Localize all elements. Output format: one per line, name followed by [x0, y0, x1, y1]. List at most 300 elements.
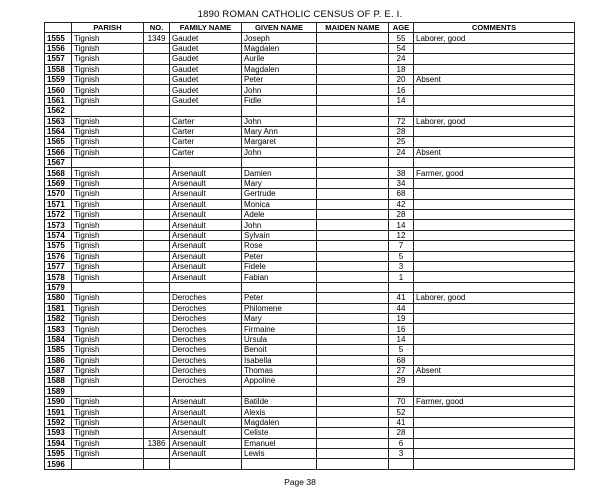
cell-row-number: 1570 [45, 189, 72, 199]
cell-comments: Absent [414, 147, 575, 157]
cell-no [144, 210, 170, 220]
cell-row-number: 1558 [45, 64, 72, 74]
cell-age: 25 [389, 137, 414, 147]
cell-row-number: 1560 [45, 85, 72, 95]
cell-given-name: Margaret [242, 137, 317, 147]
cell-age: 14 [389, 95, 414, 105]
header-no: NO. [144, 23, 170, 33]
cell-age: 1 [389, 272, 414, 282]
cell-age: 7 [389, 241, 414, 251]
cell-row-number: 1574 [45, 230, 72, 240]
table-header-row [45, 23, 575, 33]
table-row [45, 74, 575, 84]
cell-family-name: Gaudet [170, 95, 242, 105]
cell-given-name: Mary [242, 313, 317, 323]
table-row [45, 428, 575, 438]
cell-given-name: Appoline [242, 376, 317, 386]
cell-age: 28 [389, 126, 414, 136]
cell-age: 20 [389, 74, 414, 84]
cell-parish: Tignish [72, 33, 144, 43]
cell-parish: Tignish [72, 334, 144, 344]
cell-given-name: Mary [242, 178, 317, 188]
cell-maiden-name [317, 106, 389, 116]
cell-parish: Tignish [72, 261, 144, 271]
cell-maiden-name [317, 397, 389, 407]
cell-age: 24 [389, 147, 414, 157]
cell-parish: Tignish [72, 272, 144, 282]
cell-row-number: 1578 [45, 272, 72, 282]
cell-family-name: Arsenault [170, 428, 242, 438]
cell-maiden-name [317, 345, 389, 355]
cell-maiden-name [317, 313, 389, 323]
cell-family-name: Arsenault [170, 251, 242, 261]
table-row [45, 54, 575, 64]
cell-family-name [170, 282, 242, 292]
cell-row-number: 1576 [45, 251, 72, 261]
cell-maiden-name [317, 74, 389, 84]
cell-no [144, 313, 170, 323]
cell-no: 1386 [144, 438, 170, 448]
cell-comments [414, 251, 575, 261]
cell-no [144, 64, 170, 74]
cell-given-name: Celiste [242, 428, 317, 438]
cell-age: 52 [389, 407, 414, 417]
cell-given-name: Rose [242, 241, 317, 251]
cell-parish: Tignish [72, 365, 144, 375]
cell-comments [414, 261, 575, 271]
cell-age: 44 [389, 303, 414, 313]
cell-comments [414, 220, 575, 230]
cell-maiden-name [317, 449, 389, 459]
cell-given-name: Peter [242, 251, 317, 261]
cell-parish: Tignish [72, 345, 144, 355]
cell-maiden-name [317, 303, 389, 313]
cell-family-name: Arsenault [170, 241, 242, 251]
cell-given-name: Batilde [242, 397, 317, 407]
cell-maiden-name [317, 355, 389, 365]
cell-no [144, 355, 170, 365]
cell-parish: Tignish [72, 324, 144, 334]
cell-given-name: Damien [242, 168, 317, 178]
cell-family-name: Arsenault [170, 438, 242, 448]
cell-maiden-name [317, 324, 389, 334]
cell-family-name: Arsenault [170, 417, 242, 427]
cell-family-name: Arsenault [170, 230, 242, 240]
cell-given-name: Fidle [242, 95, 317, 105]
cell-row-number: 1556 [45, 43, 72, 53]
cell-comments [414, 313, 575, 323]
cell-maiden-name [317, 407, 389, 417]
cell-parish: Tignish [72, 230, 144, 240]
cell-no [144, 43, 170, 53]
cell-comments [414, 178, 575, 188]
cell-no [144, 126, 170, 136]
document-title: 1890 ROMAN CATHOLIC CENSUS OF P. E. I. [197, 9, 403, 20]
cell-given-name: Benoit [242, 345, 317, 355]
cell-given-name: Adele [242, 210, 317, 220]
cell-given-name: Mary Ann [242, 126, 317, 136]
cell-row-number: 1563 [45, 116, 72, 126]
cell-no [144, 230, 170, 240]
cell-maiden-name [317, 293, 389, 303]
cell-no [144, 168, 170, 178]
table-row [45, 178, 575, 188]
cell-family-name: Deroches [170, 376, 242, 386]
cell-parish [72, 282, 144, 292]
cell-comments [414, 158, 575, 168]
cell-no [144, 106, 170, 116]
cell-comments [414, 438, 575, 448]
table-row [45, 85, 575, 95]
table-row [45, 199, 575, 209]
table-row [45, 261, 575, 271]
cell-comments [414, 126, 575, 136]
cell-maiden-name [317, 210, 389, 220]
cell-row-number: 1567 [45, 158, 72, 168]
cell-age [389, 158, 414, 168]
cell-parish: Tignish [72, 147, 144, 157]
cell-no [144, 95, 170, 105]
cell-no [144, 365, 170, 375]
table-row [45, 282, 575, 292]
cell-row-number: 1580 [45, 293, 72, 303]
cell-given-name: Lewis [242, 449, 317, 459]
cell-comments: Farmer, good [414, 168, 575, 178]
cell-family-name: Arsenault [170, 178, 242, 188]
cell-age: 72 [389, 116, 414, 126]
cell-parish: Tignish [72, 251, 144, 261]
cell-row-number: 1572 [45, 210, 72, 220]
cell-row-number: 1579 [45, 282, 72, 292]
cell-comments [414, 54, 575, 64]
cell-row-number: 1557 [45, 54, 72, 64]
cell-comments [414, 407, 575, 417]
cell-no [144, 324, 170, 334]
cell-parish: Tignish [72, 241, 144, 251]
cell-comments [414, 334, 575, 344]
cell-row-number: 1555 [45, 33, 72, 43]
cell-age: 42 [389, 199, 414, 209]
cell-given-name: Aurile [242, 54, 317, 64]
cell-no [144, 334, 170, 344]
table-row [45, 137, 575, 147]
cell-no [144, 220, 170, 230]
cell-age: 18 [389, 64, 414, 74]
cell-maiden-name [317, 376, 389, 386]
cell-parish: Tignish [72, 449, 144, 459]
cell-given-name: Thomas [242, 365, 317, 375]
cell-parish: Tignish [72, 438, 144, 448]
table-row [45, 126, 575, 136]
header-comments: COMMENTS [414, 23, 575, 33]
cell-row-number: 1587 [45, 365, 72, 375]
cell-no [144, 386, 170, 396]
cell-parish: Tignish [72, 64, 144, 74]
cell-no [144, 189, 170, 199]
cell-parish: Tignish [72, 210, 144, 220]
cell-family-name [170, 386, 242, 396]
cell-given-name: Magdalen [242, 64, 317, 74]
cell-no [144, 407, 170, 417]
cell-comments [414, 95, 575, 105]
cell-no [144, 158, 170, 168]
cell-given-name: Isabella [242, 355, 317, 365]
cell-maiden-name [317, 137, 389, 147]
cell-maiden-name [317, 251, 389, 261]
table-row [45, 449, 575, 459]
cell-row-number: 1571 [45, 199, 72, 209]
cell-parish: Tignish [72, 85, 144, 95]
cell-parish: Tignish [72, 376, 144, 386]
cell-age: 16 [389, 324, 414, 334]
cell-no [144, 397, 170, 407]
cell-family-name: Arsenault [170, 220, 242, 230]
cell-comments: Absent [414, 365, 575, 375]
cell-no [144, 282, 170, 292]
cell-family-name: Arsenault [170, 189, 242, 199]
cell-family-name: Gaudet [170, 54, 242, 64]
table-row [45, 365, 575, 375]
cell-row-number: 1595 [45, 449, 72, 459]
cell-given-name: Ursula [242, 334, 317, 344]
cell-age: 41 [389, 417, 414, 427]
cell-maiden-name [317, 199, 389, 209]
cell-row-number: 1573 [45, 220, 72, 230]
cell-family-name [170, 459, 242, 469]
cell-row-number: 1586 [45, 355, 72, 365]
cell-age: 5 [389, 345, 414, 355]
cell-given-name: Emanuel [242, 438, 317, 448]
table-row [45, 220, 575, 230]
header-parish: PARISH [72, 23, 144, 33]
cell-parish: Tignish [72, 303, 144, 313]
cell-given-name: Gertrude [242, 189, 317, 199]
cell-age: 6 [389, 438, 414, 448]
cell-given-name: John [242, 147, 317, 157]
cell-parish: Tignish [72, 313, 144, 323]
cell-comments [414, 449, 575, 459]
cell-row-number: 1591 [45, 407, 72, 417]
cell-no [144, 428, 170, 438]
cell-no [144, 241, 170, 251]
cell-maiden-name [317, 282, 389, 292]
table-row [45, 168, 575, 178]
cell-row-number: 1577 [45, 261, 72, 271]
table-row [45, 106, 575, 116]
cell-row-number: 1569 [45, 178, 72, 188]
cell-no [144, 74, 170, 84]
cell-parish: Tignish [72, 43, 144, 53]
cell-maiden-name [317, 158, 389, 168]
cell-comments [414, 272, 575, 282]
cell-row-number: 1559 [45, 74, 72, 84]
cell-age: 54 [389, 43, 414, 53]
cell-maiden-name [317, 85, 389, 95]
cell-age: 68 [389, 355, 414, 365]
cell-parish: Tignish [72, 428, 144, 438]
cell-comments [414, 210, 575, 220]
table-row [45, 210, 575, 220]
cell-maiden-name [317, 417, 389, 427]
cell-no [144, 449, 170, 459]
cell-comments [414, 459, 575, 469]
cell-no [144, 459, 170, 469]
cell-maiden-name [317, 54, 389, 64]
cell-given-name: Peter [242, 74, 317, 84]
cell-family-name: Carter [170, 126, 242, 136]
cell-age: 14 [389, 220, 414, 230]
cell-family-name: Deroches [170, 345, 242, 355]
cell-no [144, 199, 170, 209]
cell-maiden-name [317, 241, 389, 251]
cell-family-name: Deroches [170, 303, 242, 313]
cell-row-number: 1568 [45, 168, 72, 178]
cell-row-number: 1562 [45, 106, 72, 116]
table-row [45, 438, 575, 448]
table-row [45, 345, 575, 355]
cell-age: 14 [389, 334, 414, 344]
table-row [45, 116, 575, 126]
cell-parish [72, 158, 144, 168]
cell-row-number: 1588 [45, 376, 72, 386]
cell-row-number: 1585 [45, 345, 72, 355]
cell-row-number: 1589 [45, 386, 72, 396]
cell-family-name: Arsenault [170, 210, 242, 220]
cell-family-name: Gaudet [170, 74, 242, 84]
cell-family-name: Carter [170, 116, 242, 126]
table-row [45, 459, 575, 469]
cell-parish: Tignish [72, 54, 144, 64]
cell-no [144, 178, 170, 188]
table-row [45, 64, 575, 74]
cell-age: 55 [389, 33, 414, 43]
cell-comments [414, 85, 575, 95]
cell-comments: Laborer, good [414, 116, 575, 126]
cell-comments [414, 137, 575, 147]
cell-comments [414, 230, 575, 240]
cell-family-name: Deroches [170, 324, 242, 334]
cell-age: 19 [389, 313, 414, 323]
cell-given-name: Joseph [242, 33, 317, 43]
cell-family-name [170, 158, 242, 168]
cell-maiden-name [317, 386, 389, 396]
cell-parish: Tignish [72, 74, 144, 84]
cell-given-name [242, 386, 317, 396]
cell-given-name: John [242, 116, 317, 126]
table-row [45, 386, 575, 396]
cell-maiden-name [317, 33, 389, 43]
cell-age: 3 [389, 449, 414, 459]
table-row [45, 324, 575, 334]
cell-comments [414, 376, 575, 386]
table-row [45, 293, 575, 303]
cell-family-name: Gaudet [170, 33, 242, 43]
cell-given-name: Philomene [242, 303, 317, 313]
cell-comments: Absent [414, 74, 575, 84]
cell-no [144, 261, 170, 271]
cell-comments [414, 324, 575, 334]
cell-parish: Tignish [72, 178, 144, 188]
cell-comments: Farmer, good [414, 397, 575, 407]
header-given-name: GIVEN NAME [242, 23, 317, 33]
cell-row-number: 1590 [45, 397, 72, 407]
cell-comments [414, 345, 575, 355]
cell-given-name: Fabian [242, 272, 317, 282]
cell-parish [72, 106, 144, 116]
cell-family-name [170, 106, 242, 116]
cell-comments [414, 386, 575, 396]
cell-age: 12 [389, 230, 414, 240]
cell-comments [414, 241, 575, 251]
table-row [45, 272, 575, 282]
cell-family-name: Arsenault [170, 168, 242, 178]
cell-row-number: 1593 [45, 428, 72, 438]
cell-maiden-name [317, 126, 389, 136]
table-row [45, 147, 575, 157]
cell-comments [414, 355, 575, 365]
cell-maiden-name [317, 459, 389, 469]
cell-age: 68 [389, 189, 414, 199]
cell-maiden-name [317, 272, 389, 282]
cell-no [144, 345, 170, 355]
cell-given-name [242, 106, 317, 116]
cell-comments [414, 106, 575, 116]
cell-comments [414, 199, 575, 209]
cell-family-name: Arsenault [170, 407, 242, 417]
cell-maiden-name [317, 261, 389, 271]
cell-comments [414, 428, 575, 438]
cell-parish: Tignish [72, 293, 144, 303]
cell-no [144, 303, 170, 313]
table-row [45, 355, 575, 365]
cell-no [144, 293, 170, 303]
cell-family-name: Deroches [170, 355, 242, 365]
cell-row-number: 1575 [45, 241, 72, 251]
cell-no [144, 116, 170, 126]
cell-comments [414, 43, 575, 53]
cell-family-name: Arsenault [170, 272, 242, 282]
header-maiden-name: MAIDEN NAME [317, 23, 389, 33]
table-row [45, 241, 575, 251]
cell-row-number: 1583 [45, 324, 72, 334]
cell-comments [414, 282, 575, 292]
header-age: AGE [389, 23, 414, 33]
cell-row-number: 1596 [45, 459, 72, 469]
cell-given-name: Peter [242, 293, 317, 303]
cell-family-name: Deroches [170, 365, 242, 375]
cell-no [144, 85, 170, 95]
table-row [45, 158, 575, 168]
cell-no [144, 54, 170, 64]
cell-row-number: 1594 [45, 438, 72, 448]
cell-age: 70 [389, 397, 414, 407]
cell-age: 28 [389, 210, 414, 220]
cell-maiden-name [317, 147, 389, 157]
cell-maiden-name [317, 334, 389, 344]
header-row-number [45, 23, 72, 33]
cell-parish: Tignish [72, 397, 144, 407]
cell-parish: Tignish [72, 199, 144, 209]
cell-maiden-name [317, 95, 389, 105]
cell-given-name [242, 158, 317, 168]
table-row [45, 33, 575, 43]
cell-family-name: Gaudet [170, 43, 242, 53]
cell-parish: Tignish [72, 116, 144, 126]
cell-parish [72, 459, 144, 469]
header-family-name: FAMILY NAME [170, 23, 242, 33]
page-number: Page 38 [284, 477, 316, 487]
cell-age [389, 282, 414, 292]
